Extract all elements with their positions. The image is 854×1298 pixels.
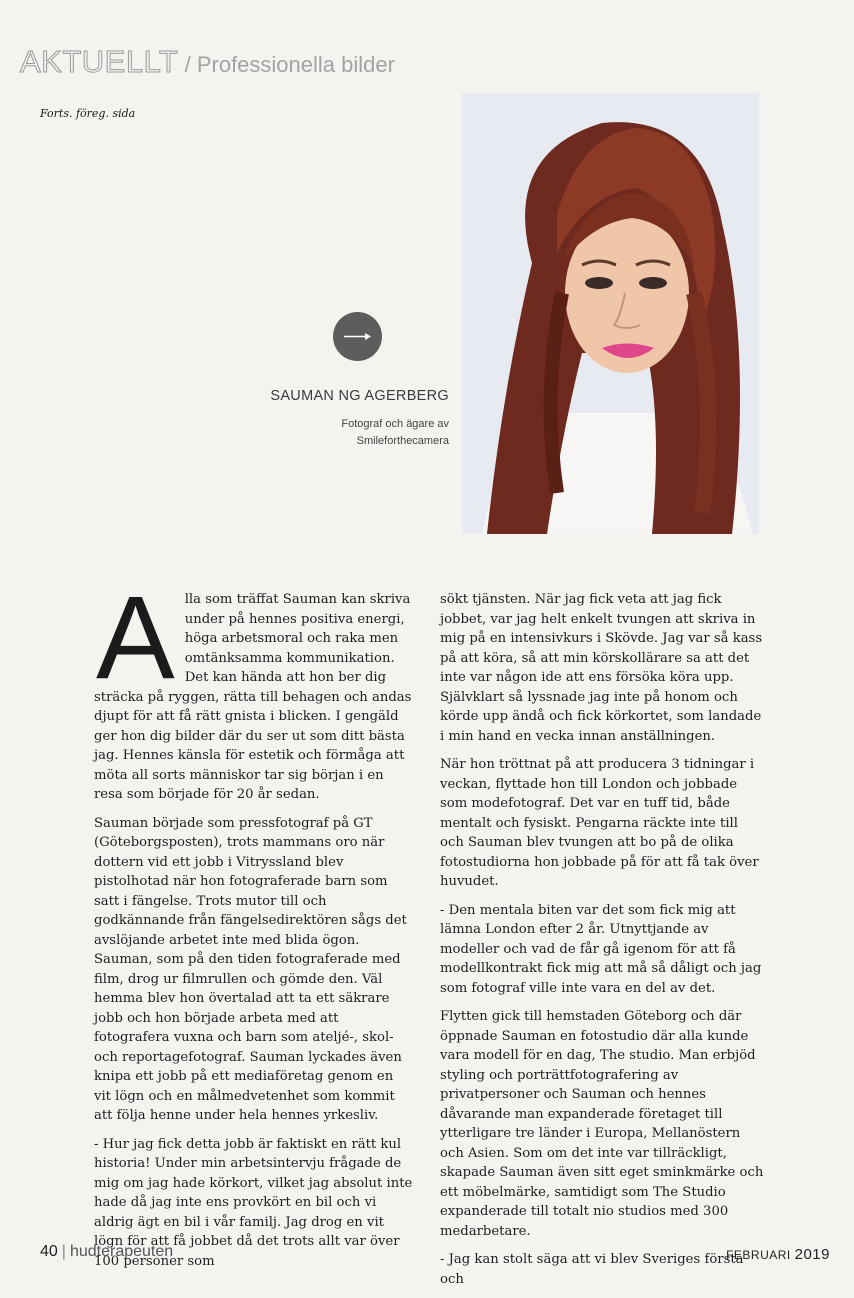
issue-year: 2019 bbox=[794, 1246, 830, 1263]
issue-date bbox=[726, 1246, 830, 1263]
portrait-illustration bbox=[462, 93, 759, 534]
article-paragraph: - Hur jag fick detta jobb är faktiskt en rätt kul historia! Under min arbetsintervju frågade de mig om jag hade körkort, vilket jag absolut inte hade då jag inte ens provkört en bil och vi aldrig ägt en bil i vår familj. Jag drog en vit lögn för att få jobbet då det trots allt var över 100 personer som bbox=[94, 1136, 413, 1269]
article-paragraph: Flytten gick till hemstaden Göteborg och där öppnade Sauman en fotostudio där alla kunde vara modell för en dag, The studio. Man erbjöd styling och porträttfotografering av privatpersoner och Sauman och hennes dåvarande man expanderade företaget till ytterligare tre länder i Europa, Mellanöstern och Asien. Som om det inte var tillräckligt, skapade Sauman även sitt eget sminkmärke och ett möbelmärke, samtidigt som The Studio expanderade till totalt nio studios med 300 medarbetare. bbox=[440, 1009, 764, 1239]
issue-month: FEBRUARI bbox=[726, 1248, 791, 1262]
arrow-right-icon bbox=[333, 312, 382, 361]
header-separator: / bbox=[178, 52, 197, 77]
page-number: 40 bbox=[40, 1243, 58, 1260]
article-column-left bbox=[94, 572, 414, 1280]
section-subtitle: Professionella bilder bbox=[196, 52, 395, 77]
paragraph-text: lla som träffat Sauman kan skriva under på hennes positiva energi, höga arbetsmoral och raka men omtänksamma kommunikation. Det kan hända att hon ber dig sträcka på ryggen, rätta till behagen och andas djupt för att få rätt gnista i blicken. I gengäld ger hon dig bilder där du ser ut som ditt bästa jag. Hennes känsla för estetik och förmåga att möta all sorts människor tar sig början i en resa som började för 20 år sedan. bbox=[94, 592, 412, 802]
article-paragraph: Sauman började som pressfotograf på GT (Göteborgsposten), trots mammans oro när dottern vid ett jobb i Vitryssland blev pistolhotad när hon fotograferade barn som satt i fängelse. Trots mutor till och godkännande från fängelsedirektören sågs det avslöjande arbetet inte med blida ögon. Sauman, som på den tiden fotograferade med film, drog ur filmrullen och gömde den. Väl hemma blev hon övertalad att ta ett säkrare jobb och hon började arbeta med att fotografera vuxna och barn som ateljé-, skol- och reportagefotograf. Sauman lyckades även knipa ett jobb på ett mediaföretag genom en vit lögn och en målmedvetenhet som kommit att följa henne under hela hennes yrkesliv. bbox=[94, 815, 407, 1123]
portrait-photo bbox=[462, 93, 759, 534]
article-paragraph: - Jag kan stolt säga att vi blev Sveriges första och bbox=[440, 1252, 744, 1287]
drop-cap: A bbox=[96, 572, 175, 704]
byline-name: SAUMAN NG AGERBERG bbox=[270, 388, 449, 404]
continued-note: Forts. föreg. sida bbox=[40, 107, 136, 120]
byline-role-line2: Smileforthecamera bbox=[356, 435, 449, 447]
article-paragraph bbox=[94, 572, 414, 805]
article-paragraph: När hon tröttnat på att producera 3 tidningar i veckan, flyttade hon till London och jobbade som modefotograf. Det var en tuff tid, både mentalt och fysiskt. Pengarna räckte inte till och Sauman blev tvungen att bo på de olika fotostudiorna hon jobbade på för att få tak över huvudet. bbox=[440, 757, 759, 889]
article-paragraph: sökt tjänsten. När jag fick veta att jag fick jobbet, var jag helt enkelt tvungen att skriva in mig på en intensivkurs i Skövde. Jag var så kass på att köra, så att min körskollärare sa att det inte var någon ide att ens försöka köra upp. Självklart så lyssnade jag inte på honom och körde upp ändå och fick körkortet, som landade i min hand en vecka innan anställningen. bbox=[440, 592, 763, 744]
byline-role-line1: Fotograf och ägare av bbox=[341, 418, 449, 430]
magazine-name: hudterapeuten bbox=[69, 1243, 174, 1260]
byline-role bbox=[270, 416, 449, 450]
page-header bbox=[20, 44, 395, 80]
page-footer-left bbox=[40, 1243, 173, 1261]
article-column-right bbox=[440, 590, 764, 1298]
byline bbox=[270, 388, 449, 450]
section-title: AKTUELLT bbox=[20, 44, 179, 79]
article-paragraph: - Den mentala biten var det som fick mig att lämna London efter 2 år. Utnyttjande av modeller och vad de får gå igenom för att få modellkontrakt fick mig att må så dåligt och jag som fotograf ville inte vara en del av det. bbox=[440, 902, 762, 996]
footer-divider: | bbox=[61, 1243, 66, 1260]
